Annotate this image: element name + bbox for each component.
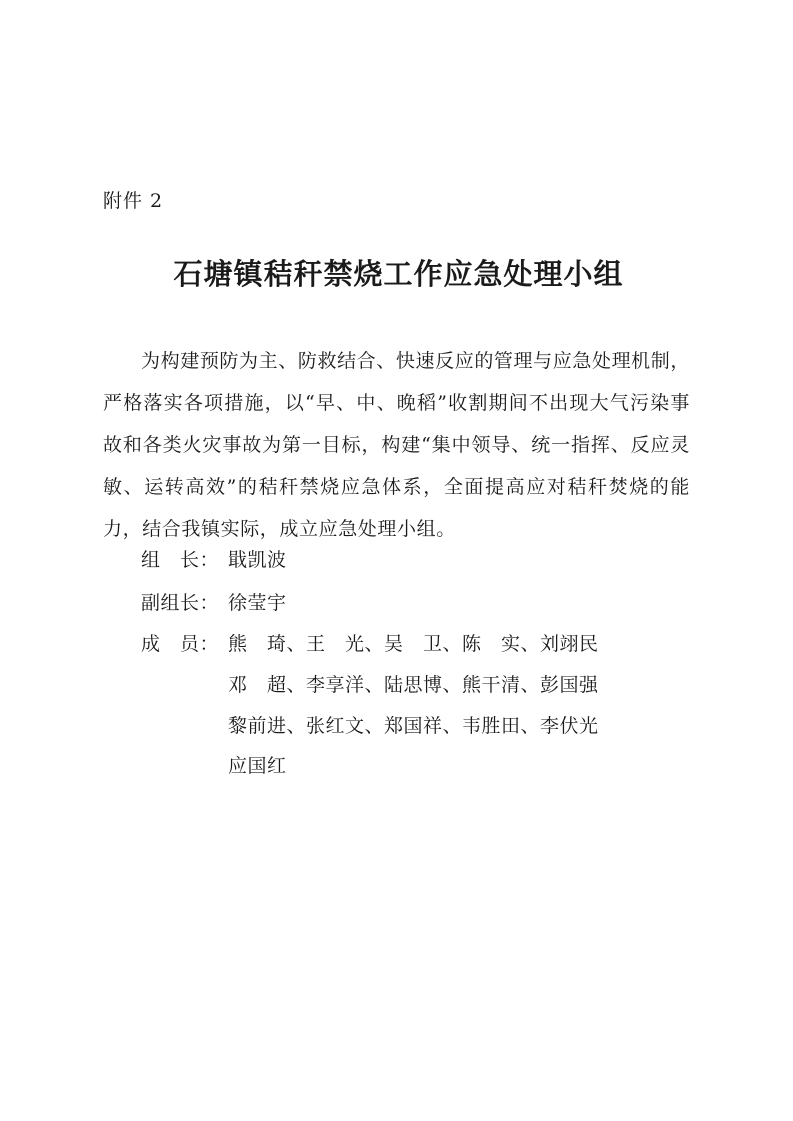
- deputy-label: 副组长：: [141, 592, 220, 614]
- leader-name: 戢凯波: [228, 549, 287, 571]
- members-line: 邓 超、李享洋、陆思博、熊干清、彭国强: [228, 674, 599, 696]
- members-line: 熊 琦、王 光、吴 卫、陈 实、刘翊民: [228, 633, 599, 655]
- leader-label: 组 长：: [141, 549, 220, 571]
- attachment-label: 附件 2: [103, 190, 164, 212]
- deputy-row: [141, 588, 287, 618]
- members-line: 应国红: [228, 755, 287, 777]
- members-label: 成 员：: [141, 633, 220, 655]
- intro-paragraph: 为构建预防为主、防救结合、快速反应的管理与应急处理机制，严格落实各项措施，以“早、中、晚稻”收割期间不出现大气污染事故和各类火灾事故为第一目标，构建“集中领导、统一指挥、反应灵敏、运转高效”的秸秆禁烧应急体系，全面提高应对秸秆焚烧的能力，结合我镇实际，成立应急处理小组。: [103, 350, 690, 540]
- document-title: 石塘镇秸秆禁烧工作应急处理小组: [173, 257, 624, 291]
- members-line: 黎前进、张红文、郑国祥、韦胜田、李伏光: [228, 715, 599, 737]
- members-row: [141, 629, 599, 659]
- leader-row: [141, 545, 287, 575]
- deputy-name: 徐莹宇: [228, 592, 287, 614]
